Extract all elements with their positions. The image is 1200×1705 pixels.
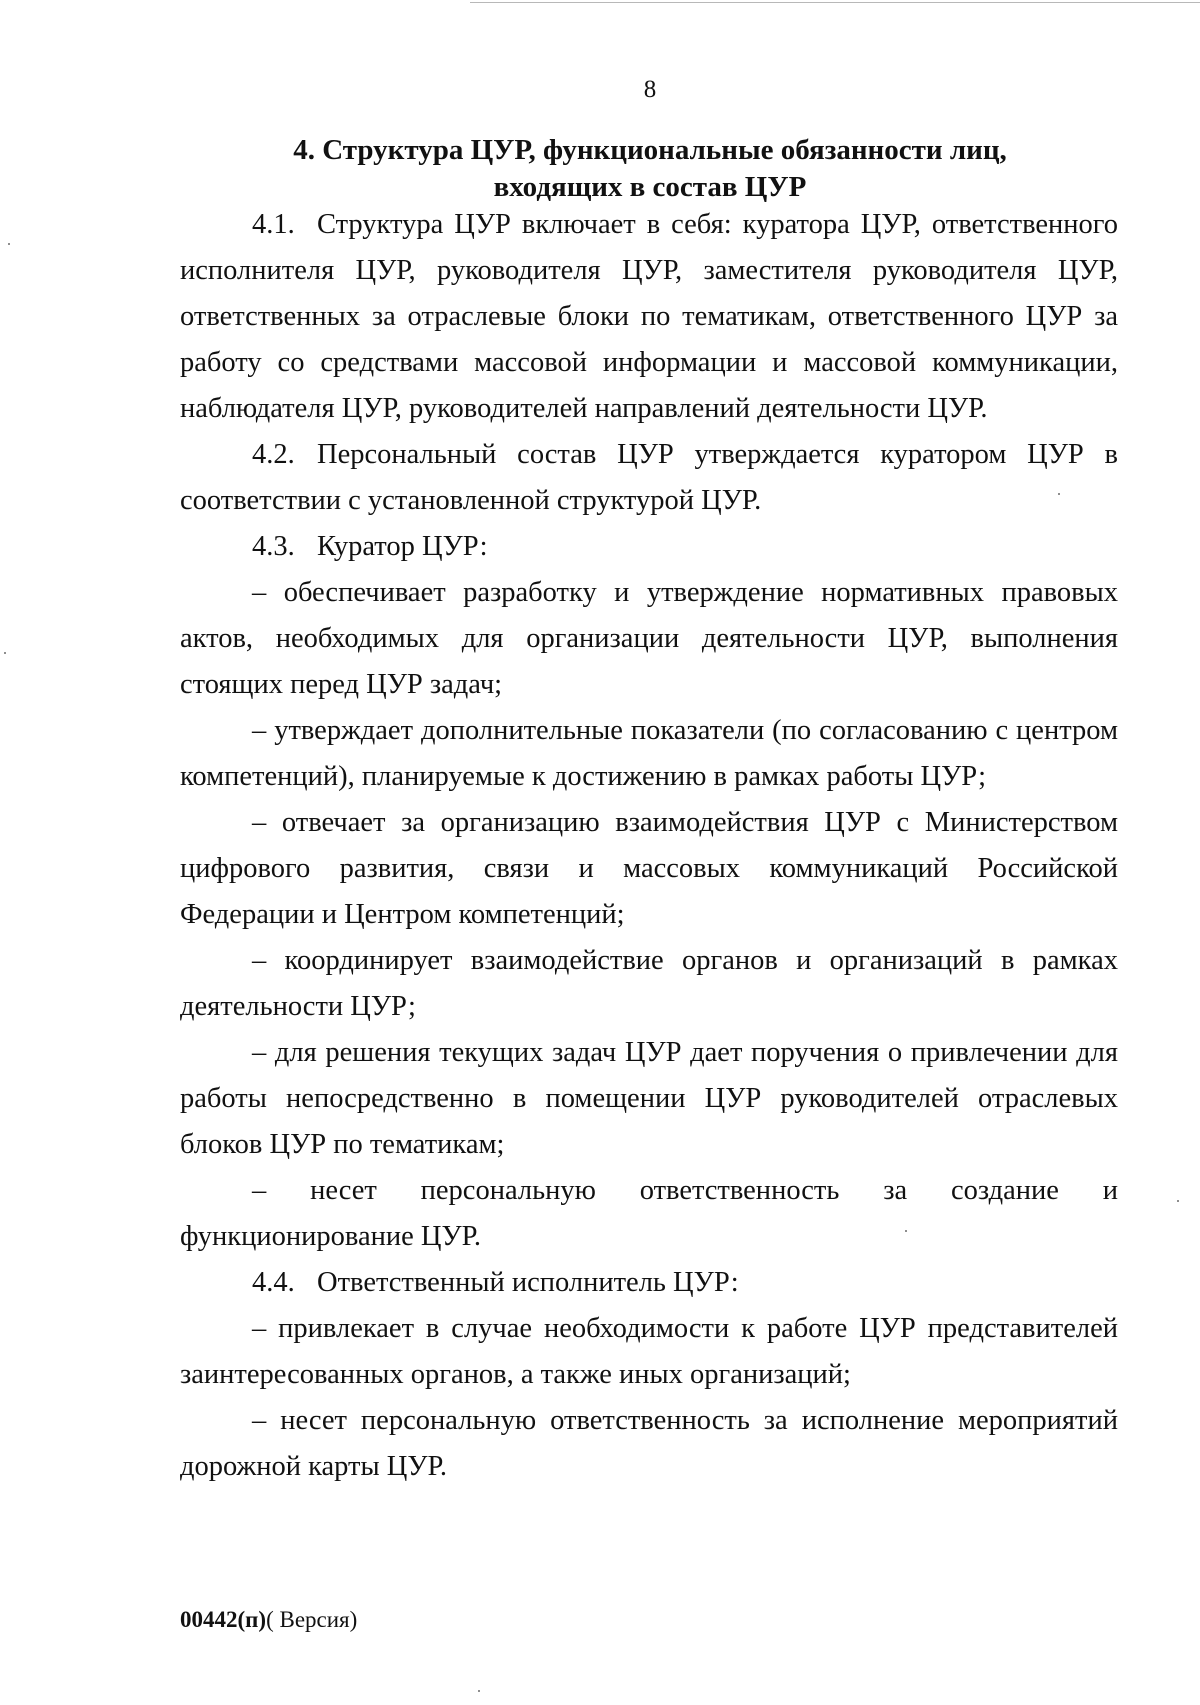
list-item: – отвечает за организацию взаимодействия ЦУР с Министерством цифрового развития, связи и массовых коммуникаций Российской Федерации и Центром компетенций; (180, 807, 1118, 930)
list-item: – несет персональную ответственность за создание и функционирование ЦУР. (180, 1175, 1118, 1252)
paragraph-4-1 (180, 202, 1118, 432)
list-item: – утверждает дополнительные показатели (по согласованию с центром компетенций), планируемые к достижению в рамках работы ЦУР; (180, 715, 1118, 792)
document-body (180, 202, 1118, 1490)
scan-artifact-dot (1177, 1200, 1179, 1202)
list-item: – координирует взаимодействие органов и организаций в рамках деятельности ЦУР; (180, 945, 1118, 1022)
scan-artifact-line (470, 2, 1200, 3)
paragraph-4-4 (180, 1260, 1118, 1306)
paragraph-number: 4.2. (252, 439, 295, 470)
paragraph-text: Персональный состав ЦУР утверждается куратором ЦУР в соответствии с установленной структурой ЦУР. (180, 439, 1118, 516)
list-item: – привлекает в случае необходимости к работе ЦУР представителей заинтересованных органов, а также иных организаций; (180, 1313, 1118, 1390)
paragraph-text: Структура ЦУР включает в себя: куратора ЦУР, ответственного исполнителя ЦУР, руководителя ЦУР, заместителя руководителя ЦУР, ответственных за отраслевые блоки по тематикам, ответственного ЦУР за работу со средствами массовой информации и массовой коммуникации, наблюдателя ЦУР, руководителей направлений деятельности ЦУР. (180, 209, 1118, 424)
page-number: 8 (643, 76, 657, 103)
paragraph-text: Ответственный исполнитель ЦУР: (317, 1267, 739, 1298)
document-footer (180, 1605, 357, 1635)
section-heading-line: 4. Структура ЦУР, функциональные обязанности лиц, (293, 134, 1007, 166)
document-code: 00442(п) (180, 1607, 267, 1632)
scan-artifact-dot (4, 652, 6, 654)
paragraph-number: 4.3. (252, 531, 295, 562)
section-heading (240, 132, 1060, 206)
version-label: ( Версия) (266, 1607, 358, 1632)
paragraph-number: 4.4. (252, 1267, 295, 1298)
paragraph-4-2 (180, 432, 1118, 524)
scan-artifact-dot (478, 1690, 480, 1692)
list-item: – для решения текущих задач ЦУР дает поручения о привлечении для работы непосредственно в помещении ЦУР руководителей отраслевых блоков ЦУР по тематикам; (180, 1037, 1118, 1160)
list-item: – несет персональную ответственность за исполнение мероприятий дорожной карты ЦУР. (180, 1405, 1118, 1482)
scan-artifact-dot (8, 243, 10, 245)
section-heading-line: входящих в состав ЦУР (493, 171, 807, 203)
paragraph-4-3 (180, 524, 1118, 570)
paragraph-text: Куратор ЦУР: (317, 531, 488, 562)
list-item: – обеспечивает разработку и утверждение нормативных правовых актов, необходимых для организации деятельности ЦУР, выполнения стоящих перед ЦУР задач; (180, 577, 1118, 700)
paragraph-number: 4.1. (252, 209, 295, 240)
